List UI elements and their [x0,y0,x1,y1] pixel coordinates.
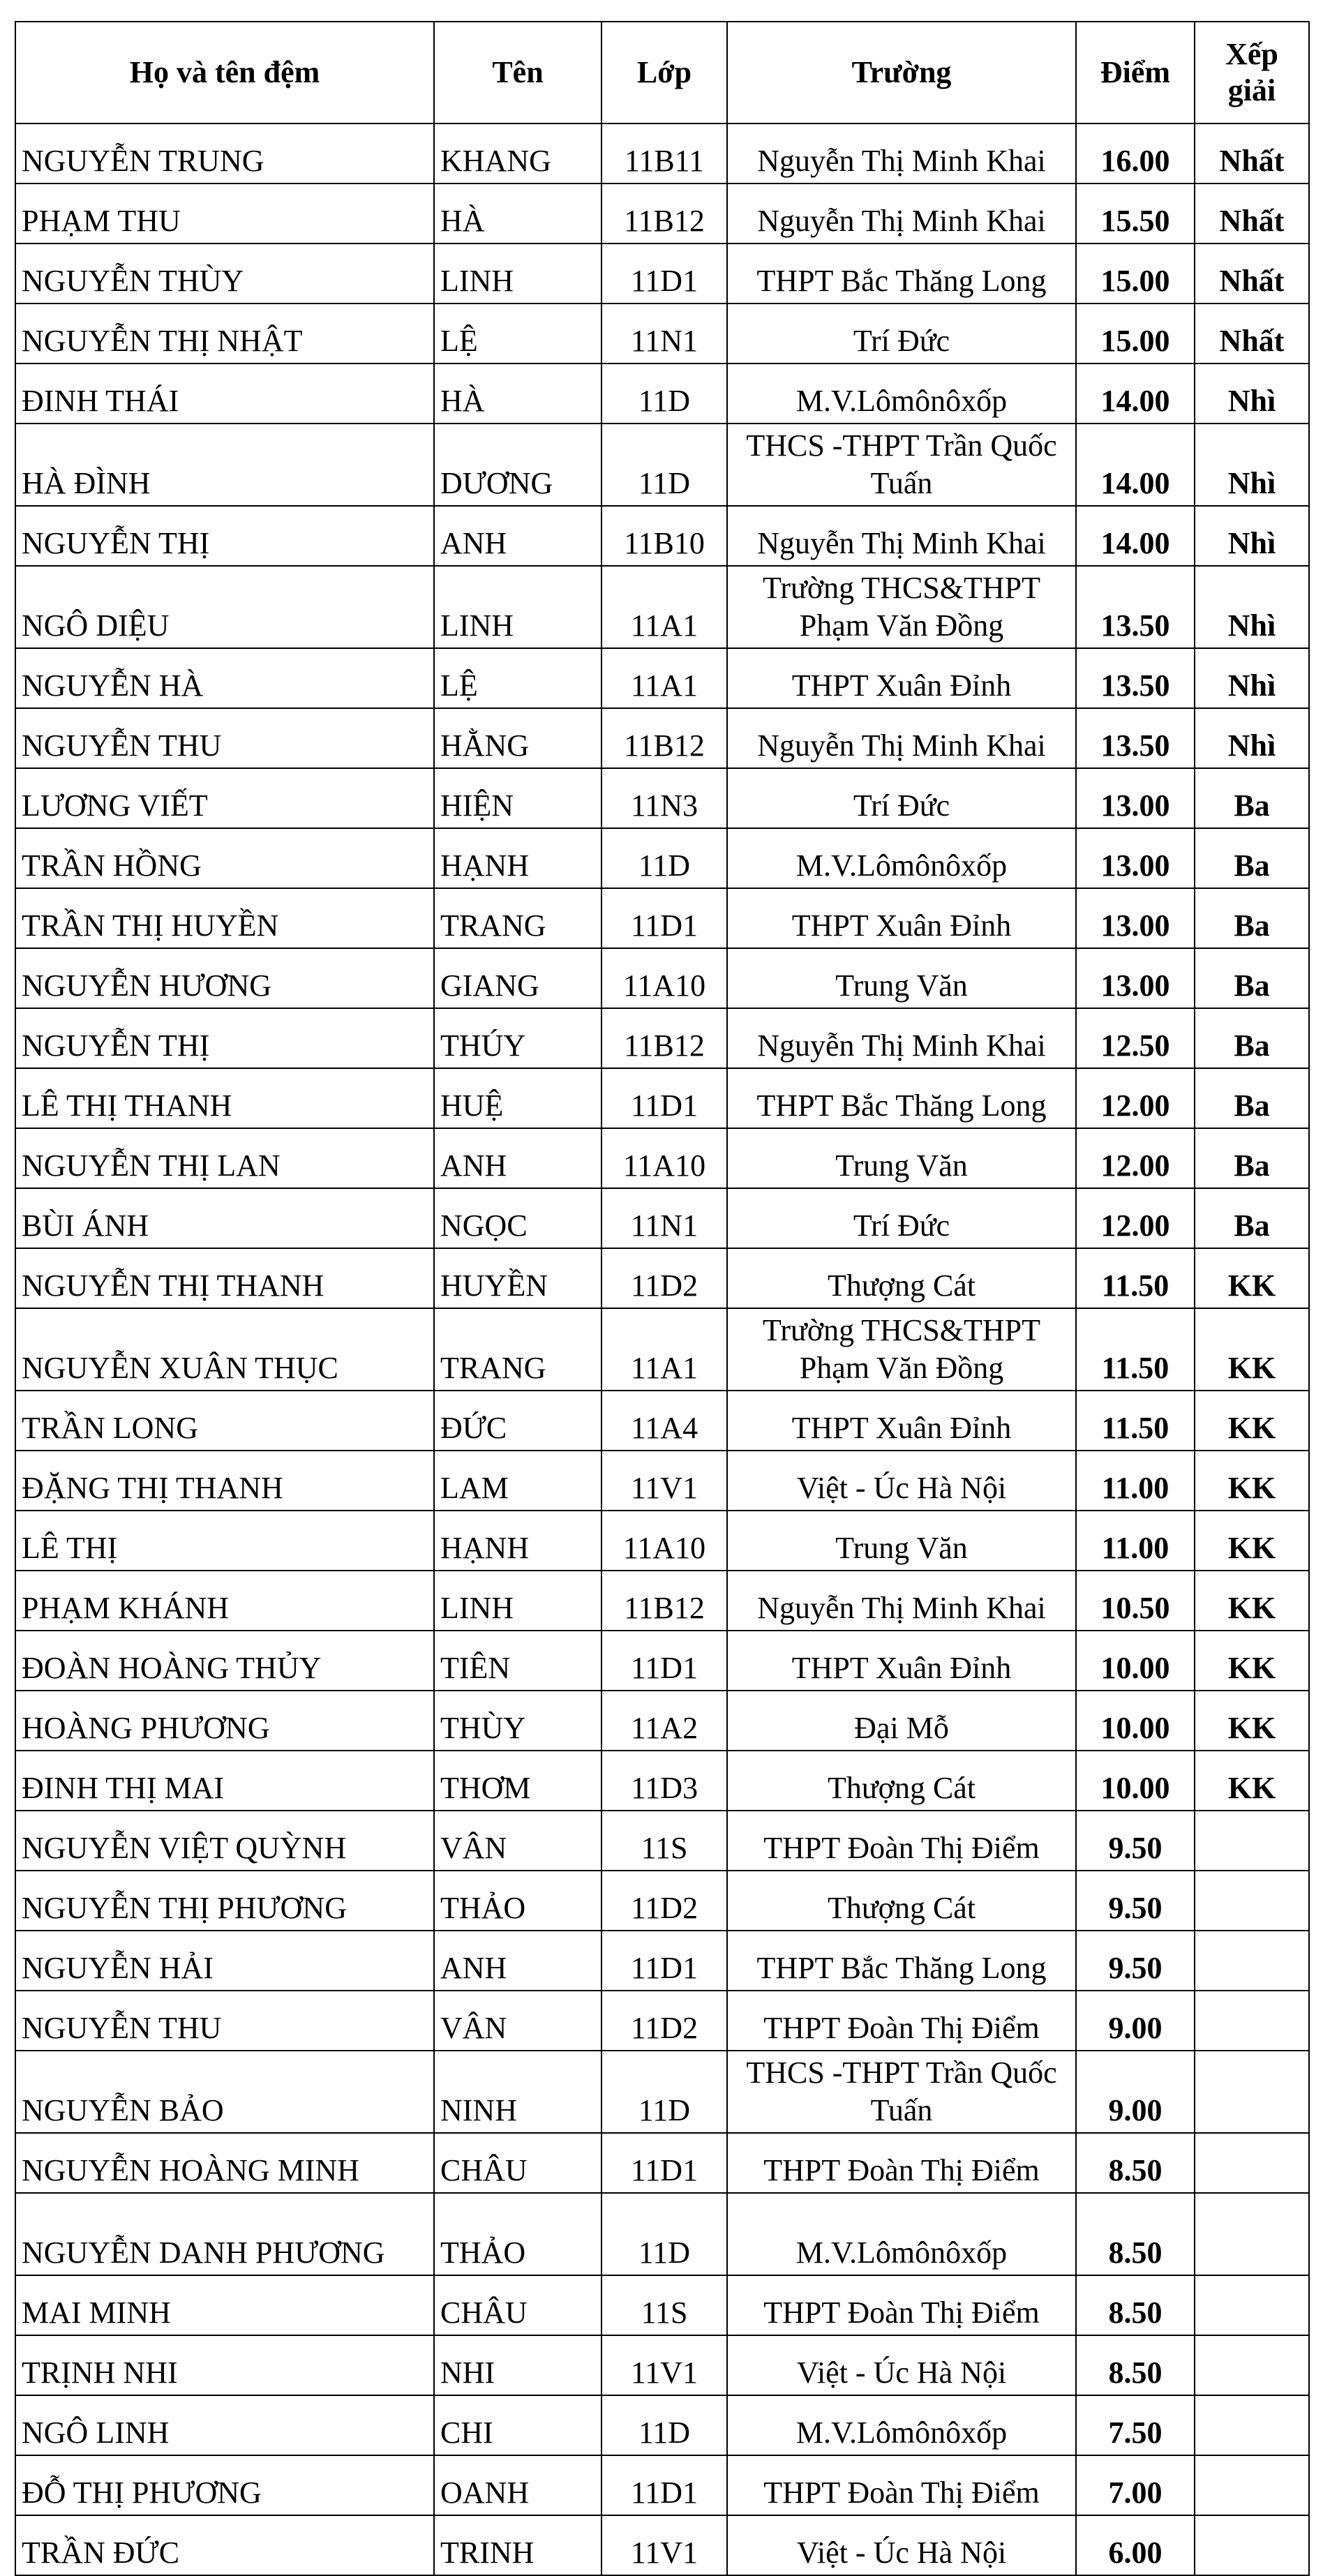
score-cell: 7.50 [1076,2395,1195,2455]
score-cell: 8.50 [1076,2133,1195,2193]
class-cell: 11D1 [601,244,727,304]
table-row [15,2455,1309,2515]
school-cell: Trí Đức [727,768,1076,828]
score-cell: 10.00 [1076,1631,1195,1691]
school-cell: Trí Đức [727,1188,1076,1248]
student-surname-cell: PHẠM KHÁNH [15,1571,434,1631]
prize-cell: KK [1195,1691,1309,1751]
score-cell: 9.00 [1076,2051,1195,2133]
class-cell: 11D [601,828,727,888]
prize-cell: Nhì [1195,648,1309,708]
header-diem: Điểm [1076,22,1195,123]
student-name-cell: THÙY [434,1691,601,1751]
table-row [15,364,1309,424]
student-name-cell: THƠM [434,1751,601,1811]
prize-cell [1195,2275,1309,2335]
class-cell: 11D1 [601,2455,727,2515]
class-cell: 11S [601,2275,727,2335]
student-surname-cell: ĐỖ THỊ PHƯƠNG [15,2455,434,2515]
prize-cell: Ba [1195,828,1309,888]
prize-cell [1195,2515,1309,2575]
school-cell: M.V.Lômônôxốp [727,2193,1076,2275]
student-surname-cell: PHẠM THU [15,184,434,244]
student-surname-cell: ĐOÀN HOÀNG THỦY [15,1631,434,1691]
table-row [15,566,1309,648]
student-name-cell: HÀ [434,184,601,244]
student-surname-cell: NGUYỄN THÙY [15,244,434,304]
class-cell: 11D2 [601,1248,727,1308]
school-cell: THPT Đoàn Thị Điểm [727,2133,1076,2193]
score-cell: 13.00 [1076,888,1195,948]
student-name-cell: HẠNH [434,828,601,888]
class-cell: 11A1 [601,648,727,708]
score-cell: 9.00 [1076,1991,1195,2051]
student-surname-cell: NGÔ LINH [15,2395,434,2455]
student-name-cell: NGỌC [434,1188,601,1248]
school-cell: Thượng Cát [727,1248,1076,1308]
student-name-cell: TIÊN [434,1631,601,1691]
table-row [15,304,1309,364]
table-body [15,123,1309,2575]
prize-cell: Nhất [1195,304,1309,364]
class-cell: 11V1 [601,2335,727,2395]
student-name-cell: TRANG [434,1308,601,1391]
student-name-cell: THẢO [434,1871,601,1931]
prize-cell: Nhất [1195,123,1309,184]
class-cell: 11A1 [601,566,727,648]
score-cell: 7.00 [1076,2455,1195,2515]
student-name-cell: NINH [434,2051,601,2133]
score-cell: 12.00 [1076,1068,1195,1128]
class-cell: 11D [601,364,727,424]
student-surname-cell: NGUYỄN THỊ [15,1008,434,1068]
table-row [15,424,1309,506]
student-surname-cell: NGUYỄN THU [15,1991,434,2051]
student-surname-cell: TRẦN HỒNG [15,828,434,888]
school-cell: Thượng Cát [727,1871,1076,1931]
school-cell: Việt - Úc Hà Nội [727,2515,1076,2575]
prize-cell: Nhì [1195,364,1309,424]
student-surname-cell: NGÔ DIỆU [15,566,434,648]
student-name-cell: LINH [434,244,601,304]
student-surname-cell: NGUYỄN VIỆT QUỲNH [15,1811,434,1871]
table-row [15,1008,1309,1068]
table-row [15,2051,1309,2133]
score-cell: 10.00 [1076,1751,1195,1811]
student-surname-cell: NGUYỄN HÀ [15,648,434,708]
score-cell: 13.50 [1076,648,1195,708]
table-row [15,1571,1309,1631]
prize-cell [1195,2193,1309,2275]
prize-cell [1195,2455,1309,2515]
student-surname-cell: MAI MINH [15,2275,434,2335]
class-cell: 11S [601,1811,727,1871]
student-surname-cell: HÀ ĐÌNH [15,424,434,506]
student-name-cell: CHI [434,2395,601,2455]
student-surname-cell: TRẦN LONG [15,1391,434,1451]
class-cell: 11A4 [601,1391,727,1451]
score-cell: 13.00 [1076,768,1195,828]
prize-cell [1195,1931,1309,1991]
table-row [15,1691,1309,1751]
table-row [15,2133,1309,2193]
school-cell: Trường THCS&THPT Phạm Văn Đồng [727,566,1076,648]
class-cell: 11D1 [601,2133,727,2193]
prize-cell: Ba [1195,1068,1309,1128]
score-cell: 14.00 [1076,506,1195,566]
class-cell: 11D [601,2395,727,2455]
school-cell: THPT Bắc Thăng Long [727,244,1076,304]
school-cell: Trung Văn [727,1128,1076,1188]
student-name-cell: CHÂU [434,2133,601,2193]
school-cell: THPT Đoàn Thị Điểm [727,2275,1076,2335]
table-row [15,1248,1309,1308]
score-cell: 8.50 [1076,2193,1195,2275]
score-cell: 12.00 [1076,1128,1195,1188]
score-cell: 13.00 [1076,828,1195,888]
school-cell: Thượng Cát [727,1751,1076,1811]
student-name-cell: HẰNG [434,708,601,768]
student-name-cell: GIANG [434,948,601,1008]
prize-cell: KK [1195,1631,1309,1691]
school-cell: Nguyễn Thị Minh Khai [727,1008,1076,1068]
score-cell: 13.00 [1076,948,1195,1008]
table-row [15,1871,1309,1931]
class-cell: 11A10 [601,948,727,1008]
table-header [15,22,1309,123]
school-cell: THPT Xuân Đỉnh [727,1631,1076,1691]
table-row [15,244,1309,304]
score-cell: 16.00 [1076,123,1195,184]
school-cell: THPT Xuân Đỉnh [727,1391,1076,1451]
school-cell: Đại Mỗ [727,1691,1076,1751]
student-surname-cell: HOÀNG PHƯƠNG [15,1691,434,1751]
class-cell: 11D3 [601,1751,727,1811]
prize-cell: Ba [1195,1008,1309,1068]
student-name-cell: CHÂU [434,2275,601,2335]
student-name-cell: ANH [434,506,601,566]
header-truong: Trường [727,22,1076,123]
prize-cell [1195,1871,1309,1931]
school-cell: M.V.Lômônôxốp [727,364,1076,424]
student-name-cell: THẢO [434,2193,601,2275]
school-cell: THCS -THPT Trần Quốc Tuấn [727,2051,1076,2133]
prize-cell: KK [1195,1391,1309,1451]
student-name-cell: ĐỨC [434,1391,601,1451]
score-cell: 10.50 [1076,1571,1195,1631]
student-name-cell: DƯƠNG [434,424,601,506]
student-name-cell: THÚY [434,1008,601,1068]
prize-cell [1195,1811,1309,1871]
table-row [15,1128,1309,1188]
school-cell: THPT Đoàn Thị Điểm [727,1811,1076,1871]
table-row [15,1631,1309,1691]
school-cell: THPT Xuân Đỉnh [727,648,1076,708]
student-surname-cell: NGUYỄN THỊ PHƯƠNG [15,1871,434,1931]
prize-cell [1195,2395,1309,2455]
student-surname-cell: ĐINH THÁI [15,364,434,424]
school-cell: Nguyễn Thị Minh Khai [727,506,1076,566]
table-row [15,1751,1309,1811]
class-cell: 11A10 [601,1128,727,1188]
student-surname-cell: NGUYỄN THỊ [15,506,434,566]
student-name-cell: LỆ [434,304,601,364]
school-cell: THPT Bắc Thăng Long [727,1931,1076,1991]
table-row [15,648,1309,708]
table-row [15,123,1309,184]
student-name-cell: LAM [434,1451,601,1511]
prize-cell: Ba [1195,1188,1309,1248]
student-surname-cell: NGUYỄN HƯƠNG [15,948,434,1008]
student-surname-cell: LÊ THỊ THANH [15,1068,434,1128]
table-row [15,184,1309,244]
student-name-cell: TRINH [434,2515,601,2575]
score-cell: 11.50 [1076,1248,1195,1308]
header-ten: Tên [434,22,601,123]
score-cell: 15.00 [1076,304,1195,364]
student-name-cell: HÀ [434,364,601,424]
score-cell: 14.00 [1076,364,1195,424]
student-surname-cell: TRẦN ĐỨC [15,2515,434,2575]
prize-cell: Nhất [1195,244,1309,304]
school-cell: THPT Bắc Thăng Long [727,1068,1076,1128]
score-cell: 11.50 [1076,1391,1195,1451]
student-surname-cell: NGUYỄN THỊ LAN [15,1128,434,1188]
school-cell: Việt - Úc Hà Nội [727,1451,1076,1511]
student-name-cell: ANH [434,1931,601,1991]
prize-cell [1195,2051,1309,2133]
class-cell: 11N1 [601,304,727,364]
table-row [15,1391,1309,1451]
student-surname-cell: NGUYỄN TRUNG [15,123,434,184]
student-name-cell: KHANG [434,123,601,184]
score-cell: 13.50 [1076,708,1195,768]
prize-cell: KK [1195,1571,1309,1631]
prize-cell: Nhì [1195,424,1309,506]
class-cell: 11A2 [601,1691,727,1751]
class-cell: 11N1 [601,1188,727,1248]
score-cell: 9.50 [1076,1811,1195,1871]
table-row [15,1511,1309,1571]
table-row [15,708,1309,768]
prize-cell [1195,2335,1309,2395]
table-row [15,1188,1309,1248]
prize-cell: KK [1195,1751,1309,1811]
class-cell: 11B12 [601,1571,727,1631]
class-cell: 11V1 [601,1451,727,1511]
class-cell: 11D [601,2193,727,2275]
school-cell: THPT Đoàn Thị Điểm [727,2455,1076,2515]
student-surname-cell: NGUYỄN DANH PHƯƠNG [15,2193,434,2275]
prize-cell: Ba [1195,768,1309,828]
student-name-cell: HIỆN [434,768,601,828]
class-cell: 11D1 [601,1631,727,1691]
prize-cell: Ba [1195,948,1309,1008]
class-cell: 11D [601,424,727,506]
student-surname-cell: ĐINH THỊ MAI [15,1751,434,1811]
school-cell: Trí Đức [727,304,1076,364]
student-surname-cell: NGUYỄN XUÂN THỤC [15,1308,434,1391]
school-cell: Nguyễn Thị Minh Khai [727,1571,1076,1631]
prize-cell: Nhì [1195,506,1309,566]
table-row [15,1068,1309,1128]
score-cell: 6.00 [1076,2515,1195,2575]
prize-cell: Ba [1195,888,1309,948]
prize-cell [1195,1991,1309,2051]
student-name-cell: HUYỀN [434,1248,601,1308]
student-name-cell: NHI [434,2335,601,2395]
score-cell: 11.50 [1076,1308,1195,1391]
class-cell: 11B12 [601,184,727,244]
school-cell: Nguyễn Thị Minh Khai [727,123,1076,184]
table-row [15,1991,1309,2051]
score-cell: 10.00 [1076,1691,1195,1751]
table-row [15,2335,1309,2395]
student-name-cell: HẠNH [434,1511,601,1571]
student-name-cell: TRANG [434,888,601,948]
table-row [15,2515,1309,2575]
student-name-cell: LINH [434,566,601,648]
table-row [15,948,1309,1008]
class-cell: 11B12 [601,1008,727,1068]
school-cell: M.V.Lômônôxốp [727,828,1076,888]
score-cell: 8.50 [1076,2335,1195,2395]
student-name-cell: LINH [434,1571,601,1631]
student-name-cell: LỆ [434,648,601,708]
school-cell: Nguyễn Thị Minh Khai [727,184,1076,244]
class-cell: 11A1 [601,1308,727,1391]
prize-cell: KK [1195,1451,1309,1511]
school-cell: THPT Đoàn Thị Điểm [727,1991,1076,2051]
prize-cell: Ba [1195,1128,1309,1188]
class-cell: 11D1 [601,1931,727,1991]
student-name-cell: OANH [434,2455,601,2515]
score-cell: 14.00 [1076,424,1195,506]
class-cell: 11D2 [601,1871,727,1931]
student-surname-cell: NGUYỄN BẢO [15,2051,434,2133]
prize-cell: KK [1195,1248,1309,1308]
header-ho: Họ và tên đệm [15,22,434,123]
table-row [15,1811,1309,1871]
class-cell: 11B10 [601,506,727,566]
prize-cell: Nhất [1195,184,1309,244]
student-surname-cell: NGUYỄN THỊ THANH [15,1248,434,1308]
table-row [15,1308,1309,1391]
table-row [15,2193,1309,2275]
student-name-cell: VÂN [434,1811,601,1871]
student-surname-cell: TRỊNH NHI [15,2335,434,2395]
score-cell: 11.00 [1076,1451,1195,1511]
score-cell: 12.00 [1076,1188,1195,1248]
class-cell: 11B12 [601,708,727,768]
student-surname-cell: LÊ THỊ [15,1511,434,1571]
student-name-cell: HUỆ [434,1068,601,1128]
school-cell: THCS -THPT Trần Quốc Tuấn [727,424,1076,506]
score-cell: 9.50 [1076,1931,1195,1991]
class-cell: 11D1 [601,888,727,948]
prize-cell: KK [1195,1511,1309,1571]
class-cell: 11D [601,2051,727,2133]
prize-cell: Nhì [1195,566,1309,648]
score-cell: 11.00 [1076,1511,1195,1571]
student-surname-cell: LƯƠNG VIẾT [15,768,434,828]
student-surname-cell: ĐẶNG THỊ THANH [15,1451,434,1511]
table-row [15,2395,1309,2455]
score-cell: 9.50 [1076,1871,1195,1931]
school-cell: Trung Văn [727,1511,1076,1571]
table-row [15,1451,1309,1511]
table-row [15,1931,1309,1991]
score-cell: 8.50 [1076,2275,1195,2335]
header-lop: Lớp [601,22,727,123]
class-cell: 11V1 [601,2515,727,2575]
table-row [15,506,1309,566]
school-cell: Trường THCS&THPT Phạm Văn Đồng [727,1308,1076,1391]
student-name-cell: ANH [434,1128,601,1188]
table-row [15,2275,1309,2335]
score-cell: 12.50 [1076,1008,1195,1068]
header-giai: Xếp giải [1195,22,1309,123]
results-table [15,21,1310,2576]
school-cell: Việt - Úc Hà Nội [727,2335,1076,2395]
class-cell: 11B11 [601,123,727,184]
prize-cell: KK [1195,1308,1309,1391]
school-cell: M.V.Lômônôxốp [727,2395,1076,2455]
student-surname-cell: NGUYỄN THU [15,708,434,768]
table-row [15,828,1309,888]
score-cell: 15.00 [1076,244,1195,304]
table-row [15,888,1309,948]
class-cell: 11D1 [601,1068,727,1128]
prize-cell: Nhì [1195,708,1309,768]
score-cell: 15.50 [1076,184,1195,244]
student-surname-cell: NGUYỄN HẢI [15,1931,434,1991]
student-surname-cell: TRẦN THỊ HUYỀN [15,888,434,948]
header-row [15,22,1309,123]
student-name-cell: VÂN [434,1991,601,2051]
school-cell: THPT Xuân Đỉnh [727,888,1076,948]
table-row [15,768,1309,828]
class-cell: 11A10 [601,1511,727,1571]
student-surname-cell: BÙI ÁNH [15,1188,434,1248]
school-cell: Trung Văn [727,948,1076,1008]
score-cell: 13.50 [1076,566,1195,648]
student-surname-cell: NGUYỄN HOÀNG MINH [15,2133,434,2193]
school-cell: Nguyễn Thị Minh Khai [727,708,1076,768]
class-cell: 11D2 [601,1991,727,2051]
prize-cell [1195,2133,1309,2193]
student-surname-cell: NGUYỄN THỊ NHẬT [15,304,434,364]
class-cell: 11N3 [601,768,727,828]
